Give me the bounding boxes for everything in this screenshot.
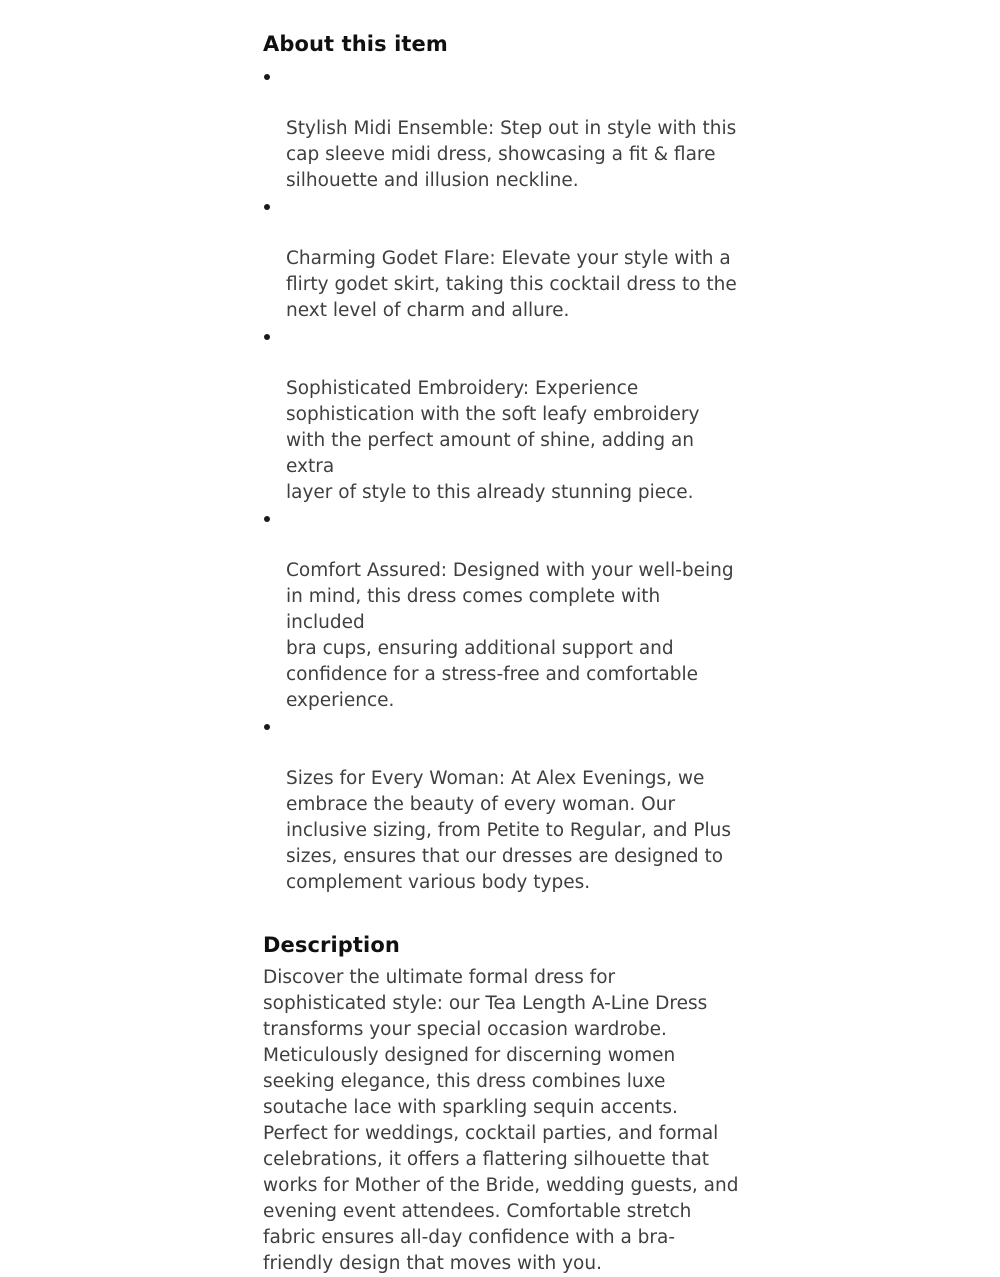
bullet-dot-icon [264, 204, 270, 210]
bullet-dot-icon [264, 724, 270, 730]
bullet-dot-icon [264, 516, 270, 522]
feature-bullet-text: Sophisticated Embroidery: Experience sophistication with the soft leafy embroidery with the perfect amount of shine, adding an extra layer of style to this already stunning piece. [286, 378, 700, 503]
feature-bullet-list [263, 64, 743, 896]
feature-bullet [263, 64, 743, 194]
description-section [263, 927, 743, 1277]
feature-bullet-text: Sizes for Every Woman: At Alex Evenings, we embrace the beauty of every woman. Our inclusive sizing, from Petite to Regular, and Plus sizes, ensures that our dresses are designed to complement various body types. [286, 768, 731, 893]
about-title: About this item [263, 32, 448, 56]
feature-bullet-text: Stylish Midi Ensemble: Step out in style with this cap sleeve midi dress, showcasing a fit & flare silhouette and illusion neckline. [286, 118, 737, 191]
feature-bullet [263, 714, 743, 896]
description-text: Discover the ultimate formal dress for sophisticated style: our Tea Length A-Line Dress transforms your special occasion wardrobe. Meticulously designed for discerning women seeking elegance, this dress combines luxe soutache lace with sparkling sequin accents. Perfect for weddings, cocktail parties, and formal celebrations, it offers a flattering silhouette that works for Mother of the Bride, wedding guests, and evening event attendees. Comfortable stretch fabric ensures all-day confidence with a bra- friendly design that moves with you. [263, 967, 739, 1274]
feature-bullet [263, 324, 743, 506]
about-section [263, 26, 743, 896]
feature-bullet [263, 506, 743, 714]
feature-bullet-text: Charming Godet Flare: Elevate your style with a flirty godet skirt, taking this cocktail dress to the next level of charm and allure. [286, 248, 737, 321]
bullet-dot-icon [264, 74, 270, 80]
feature-bullet-text: Comfort Assured: Designed with your well-being in mind, this dress comes complete with included bra cups, ensuring additional support and confidence for a stress-free and comfortable experience. [286, 560, 734, 711]
product-details [263, 26, 743, 1277]
bullet-dot-icon [264, 334, 270, 340]
feature-bullet [263, 194, 743, 324]
description-title: Description [263, 933, 400, 957]
